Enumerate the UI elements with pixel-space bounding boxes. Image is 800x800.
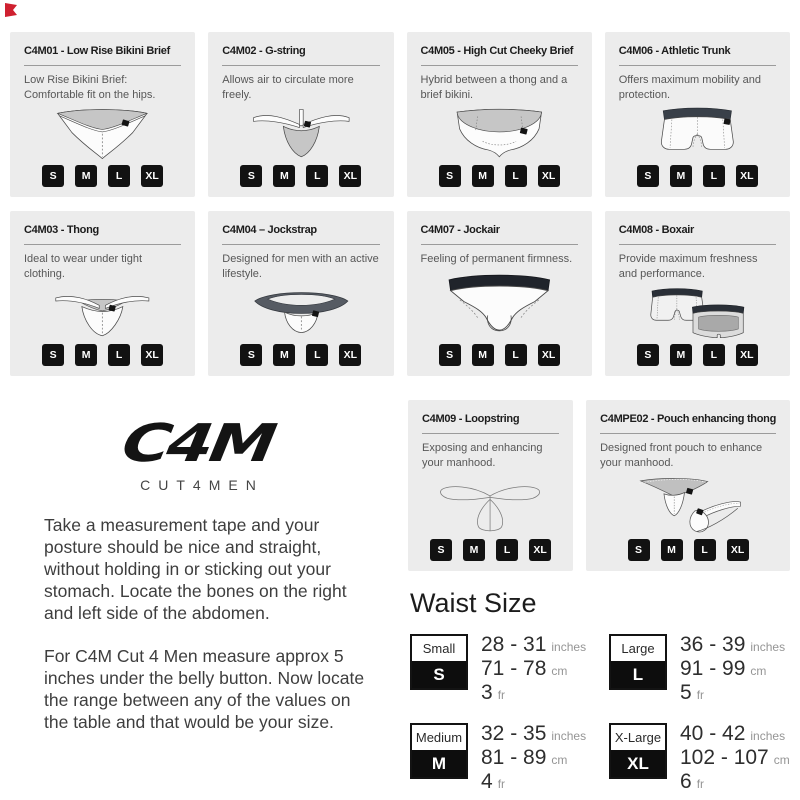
unit-fr: fr (696, 688, 705, 702)
size-inches: 36 - 39 inches (680, 633, 786, 656)
unit-inches: inches (750, 729, 786, 743)
size-badges (222, 344, 379, 367)
c4m-logo-icon (68, 416, 328, 472)
waist-size-section (410, 588, 796, 795)
cheeky-brief-illustration (421, 102, 578, 165)
size-letter: M (412, 750, 466, 777)
product-title: C4M04 – Jockstrap (222, 224, 317, 236)
unit-inches: inches (750, 640, 786, 654)
bikini-brief-illustration (24, 102, 181, 165)
size-values (481, 723, 586, 795)
size-badge-xl: XL (141, 165, 163, 187)
size-badge-xl: XL (339, 165, 361, 187)
product-description: Feeling of permanent firmness. (420, 253, 573, 265)
product-description: Ideal to wear under tight clothing. (24, 253, 143, 280)
size-badges (222, 165, 379, 188)
product-description: Allows air to circulate more freely. (222, 74, 354, 101)
size-box (609, 723, 667, 779)
size-badge-xl: XL (141, 344, 163, 366)
size-inches: 32 - 35 inches (481, 722, 587, 745)
unit-inches: inches (551, 729, 587, 743)
divider (24, 65, 181, 66)
size-badge-s: S (42, 344, 64, 366)
size-badge-l: L (306, 344, 328, 366)
size-entry-small (410, 634, 597, 706)
size-badge-s: S (637, 165, 659, 187)
size-entry-large (609, 634, 796, 706)
size-badge-m: M (472, 165, 494, 187)
size-badge-m: M (472, 344, 494, 366)
product-card-c4mpe02 (586, 400, 790, 571)
product-description: Designed front pouch to enhance your manhood. (600, 442, 763, 469)
size-badge-m: M (273, 344, 295, 366)
boxair-illustration (619, 281, 776, 344)
product-title: C4MPE02 - Pouch enhancing thong (600, 413, 776, 425)
size-badges (421, 165, 578, 188)
size-fr: 6 fr (680, 770, 705, 793)
size-badge-s: S (439, 165, 461, 187)
divider (619, 244, 776, 245)
size-badge-l: L (703, 344, 725, 366)
size-fr: 4 fr (481, 770, 506, 793)
size-letter: L (611, 661, 665, 688)
jockstrap-illustration (222, 281, 379, 344)
divider (600, 433, 776, 434)
waist-size-title: Waist Size (410, 588, 537, 618)
jockair-illustration (421, 267, 578, 344)
product-title: C4M09 - Loopstring (422, 413, 520, 425)
size-badge-m: M (75, 344, 97, 366)
product-title: C4M08 - Boxair (618, 224, 695, 236)
size-badges (421, 344, 578, 367)
size-badge-l: L (108, 165, 130, 187)
product-description: Designed for men with an active lifestyle. (222, 253, 379, 280)
product-card-c4m02 (208, 32, 393, 197)
unit-fr: fr (497, 777, 506, 791)
size-values (481, 634, 586, 706)
size-box (609, 634, 667, 690)
svg-text:C4M: C4M (109, 416, 285, 472)
size-badge-xl: XL (538, 344, 560, 366)
size-badge-xl: XL (727, 539, 749, 561)
size-badge-xl: XL (339, 344, 361, 366)
g-string-illustration (222, 102, 379, 165)
pouch-thong-illustration (600, 470, 776, 539)
size-badge-l: L (505, 165, 527, 187)
divider (24, 244, 181, 245)
size-badge-m: M (463, 539, 485, 561)
size-badges (600, 539, 776, 562)
size-badges (619, 344, 776, 367)
divider (222, 244, 379, 245)
size-badge-s: S (637, 344, 659, 366)
product-card-c4m04 (208, 211, 393, 376)
size-badge-m: M (75, 165, 97, 187)
size-fr: 3 fr (481, 681, 506, 704)
size-badge-s: S (42, 165, 64, 187)
product-description: Offers maximum mobility and protection. (618, 74, 761, 101)
brand-logo-block (38, 416, 358, 493)
size-entry-medium (410, 723, 597, 795)
size-badge-xl: XL (736, 165, 758, 187)
product-title: C4M02 - G-string (222, 45, 306, 57)
size-inches: 28 - 31 inches (481, 633, 587, 656)
size-cm: 91 - 99 cm (680, 657, 767, 680)
product-title: C4M06 - Athletic Trunk (618, 45, 731, 57)
instructions-paragraph-2: For C4M Cut 4 Men measure approx 5 inches under the belly button. Now locate the range between any of the values on the table and that would be your size. (44, 646, 365, 732)
product-card-c4m03 (10, 211, 195, 376)
corner-flag-icon (4, 2, 19, 18)
product-card-c4m01 (10, 32, 195, 197)
size-badges (422, 539, 559, 562)
size-badge-xl: XL (538, 165, 560, 187)
size-badge-s: S (628, 539, 650, 561)
product-card-c4m09 (408, 400, 573, 571)
product-description: Low Rise Bikini Brief: Comfortable fit on the hips. (24, 74, 156, 101)
size-box (410, 634, 468, 690)
size-label: X-Large (611, 725, 665, 750)
size-letter: S (412, 661, 466, 688)
thong-illustration (24, 281, 181, 344)
athletic-trunk-illustration (619, 102, 776, 165)
size-cm: 102 - 107 cm (680, 746, 790, 769)
divider (421, 65, 578, 66)
size-badge-s: S (430, 539, 452, 561)
unit-cm: cm (750, 664, 767, 678)
size-label: Small (412, 636, 466, 661)
size-badge-m: M (670, 165, 692, 187)
size-label: Medium (412, 725, 466, 750)
unit-cm: cm (551, 664, 568, 678)
size-badge-xl: XL (529, 539, 551, 561)
size-badges (619, 165, 776, 188)
size-inches: 40 - 42 inches (680, 722, 786, 745)
product-card-c4m08 (605, 211, 790, 376)
instructions-paragraph-1: Take a measurement tape and your posture should be nice and straight, without holding in or sticking out your stomach. Locate the bones on the right and left side of the abdomen. (44, 515, 347, 623)
unit-fr: fr (696, 777, 705, 791)
size-badge-s: S (439, 344, 461, 366)
waist-size-grid (410, 634, 796, 795)
product-description: Provide maximum freshness and performance. (618, 253, 758, 280)
size-badge-l: L (108, 344, 130, 366)
product-title: C4M01 - Low Rise Bikini Brief (24, 45, 170, 57)
size-cm: 81 - 89 cm (481, 746, 568, 769)
size-badge-l: L (703, 165, 725, 187)
size-box (410, 723, 468, 779)
product-grid-row3 (408, 400, 790, 571)
brand-subtitle: CUT4MEN (140, 477, 264, 493)
size-fr: 5 fr (680, 681, 705, 704)
unit-cm: cm (551, 753, 568, 767)
divider (619, 65, 776, 66)
product-title: C4M07 - Jockair (420, 224, 500, 236)
product-description: Hybrid between a thong and a brief bikini. (420, 74, 568, 101)
unit-inches: inches (551, 640, 587, 654)
size-badge-l: L (306, 165, 328, 187)
size-badge-m: M (661, 539, 683, 561)
loopstring-illustration (422, 470, 559, 539)
size-values (680, 723, 790, 795)
size-label: Large (611, 636, 665, 661)
size-badge-s: S (240, 344, 262, 366)
product-card-c4m06 (605, 32, 790, 197)
size-badge-m: M (273, 165, 295, 187)
size-badge-l: L (694, 539, 716, 561)
size-badge-xl: XL (736, 344, 758, 366)
size-entry-x-large (609, 723, 796, 795)
size-badge-l: L (496, 539, 518, 561)
product-card-c4m05 (407, 32, 592, 197)
size-badge-s: S (240, 165, 262, 187)
size-badge-l: L (505, 344, 527, 366)
size-badges (24, 344, 181, 367)
measurement-instructions (44, 514, 376, 754)
product-description: Exposing and enhancing your manhood. (422, 442, 543, 469)
size-values (680, 634, 785, 706)
unit-fr: fr (497, 688, 506, 702)
divider (421, 244, 578, 245)
product-card-c4m07 (407, 211, 592, 376)
divider (422, 433, 559, 434)
size-badges (24, 165, 181, 188)
divider (222, 65, 379, 66)
unit-cm: cm (773, 753, 790, 767)
product-title: C4M03 - Thong (24, 224, 99, 236)
product-title: C4M05 - High Cut Cheeky Brief (420, 45, 574, 57)
product-grid (10, 32, 790, 376)
size-letter: XL (611, 750, 665, 777)
size-badge-m: M (670, 344, 692, 366)
size-cm: 71 - 78 cm (481, 657, 568, 680)
